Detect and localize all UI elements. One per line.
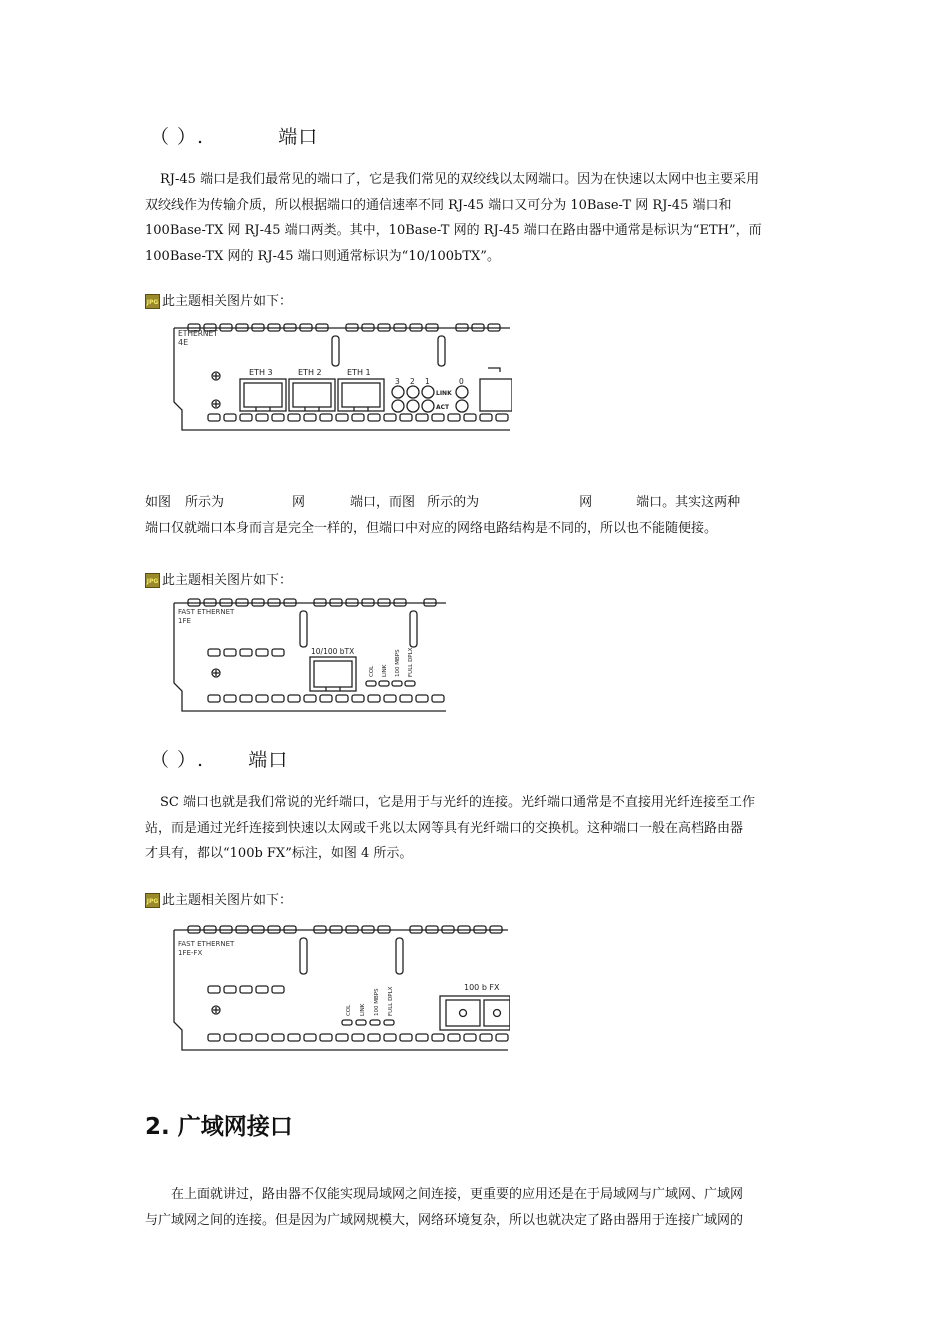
led-label: LINK	[360, 1003, 366, 1016]
para-line: 与广域网之间的连接。但是因为广域网规模大，网络环境复杂，所以也就决定了路由器用于连接广域网的	[145, 1212, 744, 1228]
para-line: RJ-45 端口是我们最常见的端口了，它是我们常见的双绞线以太网端口。因为在快速以太网中也主要采用	[160, 172, 760, 187]
led-indicators	[366, 681, 415, 686]
led-number: 3	[395, 377, 400, 386]
led-label: LINK	[382, 664, 388, 677]
jpg-file-icon: JPG	[145, 573, 160, 588]
led-number: 2	[410, 377, 415, 386]
heading-suffix: 端口	[248, 749, 289, 771]
para-line: 才具有，都以“100b FX”标注，如图 4 所示。	[145, 846, 413, 861]
model-label: ETHERNET	[178, 329, 218, 338]
desc-part: 端口，而图	[350, 495, 416, 510]
led-row-label: LINK	[436, 390, 452, 397]
router-fast-ethernet-1fe-figure	[170, 597, 448, 715]
vent-row-mid	[208, 649, 284, 656]
led-number: 1	[425, 377, 430, 386]
model-label: FAST ETHERNET	[178, 940, 235, 948]
para-line: 站，而是通过光纤连接到快速以太网或千兆以太网等具有光纤端口的交换机。这种端口一般在高档路由器	[145, 820, 744, 836]
desc-part: 端口。其实这两种	[636, 495, 741, 510]
vent-row-bottom	[208, 1034, 508, 1041]
led-label: 100 MBPS	[395, 649, 401, 677]
caption-text: 此主题相关图片如下：	[162, 294, 293, 309]
vent-row-mid	[208, 986, 284, 993]
vent-row-bottom	[208, 414, 508, 421]
image-caption	[145, 889, 292, 908]
sc-paragraph	[145, 790, 810, 867]
rj45-port-eth2	[289, 379, 335, 411]
image-caption	[145, 290, 292, 309]
section-heading-rj45	[150, 122, 318, 149]
rj45-port-eth3	[240, 379, 286, 411]
caption-text: 此主题相关图片如下：	[162, 893, 293, 908]
desc-part: 所示的为	[427, 495, 480, 510]
figure-description-line2: 端口仅就端口本身而言是完全一样的，但端口中对应的网络电路结构是不同的，所以也不能随便接。	[145, 521, 718, 536]
model-label: 1FE	[178, 617, 191, 625]
led-label: COL	[346, 1004, 352, 1016]
port-label: 100 b FX	[464, 983, 500, 992]
heading-prefix: （ ）.	[150, 126, 205, 148]
led-label: 100 MBPS	[374, 988, 380, 1016]
port-label: ETH 3	[249, 368, 273, 377]
jpg-file-icon: JPG	[145, 893, 160, 908]
heading-suffix: 端口	[278, 126, 319, 148]
rj45-port-10-100btx	[310, 657, 356, 691]
desc-part: 网	[292, 495, 306, 510]
router-fast-ethernet-1fe-fx-figure	[170, 924, 510, 1054]
model-label: 1FE-FX	[178, 949, 203, 957]
port-label: ETH 1	[347, 368, 371, 377]
model-label: FAST ETHERNET	[178, 608, 235, 616]
rj45-port-eth1	[338, 379, 384, 411]
rj45-port-partial	[480, 379, 512, 411]
figure-description-line1	[145, 492, 740, 514]
led-indicators	[342, 1020, 394, 1025]
port-label: ETH 2	[298, 368, 322, 377]
para-line: 双绞线作为传输介质，所以根据端口的通信速率不同 RJ-45 端口又可分为 10Base-T 网 RJ-45 端口和	[145, 197, 732, 213]
led-label: COL	[369, 665, 375, 677]
image-caption	[145, 569, 292, 588]
para-line: SC 端口也就是我们常说的光纤端口，它是用于与光纤的连接。光纤端口通常是不直接用光纤连接至工作	[160, 795, 755, 810]
router-ethernet-4e-figure	[170, 322, 512, 434]
sc-fiber-port	[440, 996, 510, 1030]
wan-paragraph	[145, 1182, 810, 1233]
para-line: 100Base-TX 网的 RJ-45 端口则通常标识为“10/100bTX”。	[145, 248, 500, 264]
led-number: 0	[459, 377, 464, 386]
port-label: 10/100 bTX	[311, 647, 355, 656]
section-heading-wan: 2. 广域网接口	[145, 1114, 293, 1140]
led-row-label: ACT	[436, 404, 450, 411]
para-line: 在上面就讲过，路由器不仅能实现局域网之间连接，更重要的应用还是在于局域网与广域网、广域网	[171, 1187, 744, 1202]
section-heading-sc	[150, 745, 288, 772]
led-label: FULL DPLX	[388, 986, 394, 1016]
desc-part: 如图	[145, 495, 172, 510]
rj45-paragraph	[145, 167, 810, 269]
vent-row-bottom	[208, 695, 444, 702]
caption-text: 此主题相关图片如下：	[162, 573, 293, 588]
jpg-file-icon: JPG	[145, 294, 160, 309]
led-indicators	[392, 386, 468, 412]
model-label: 4E	[178, 338, 189, 347]
desc-part: 网	[579, 495, 593, 510]
desc-part: 所示为	[185, 495, 225, 510]
heading-prefix: （ ）.	[150, 749, 205, 771]
led-label: FULL DPLX	[408, 647, 414, 677]
para-line: 100Base-TX 网 RJ-45 端口两类。其中，10Base-T 网的 RJ-45 端口在路由器中通常是标识为“ETH”，而	[145, 223, 762, 238]
